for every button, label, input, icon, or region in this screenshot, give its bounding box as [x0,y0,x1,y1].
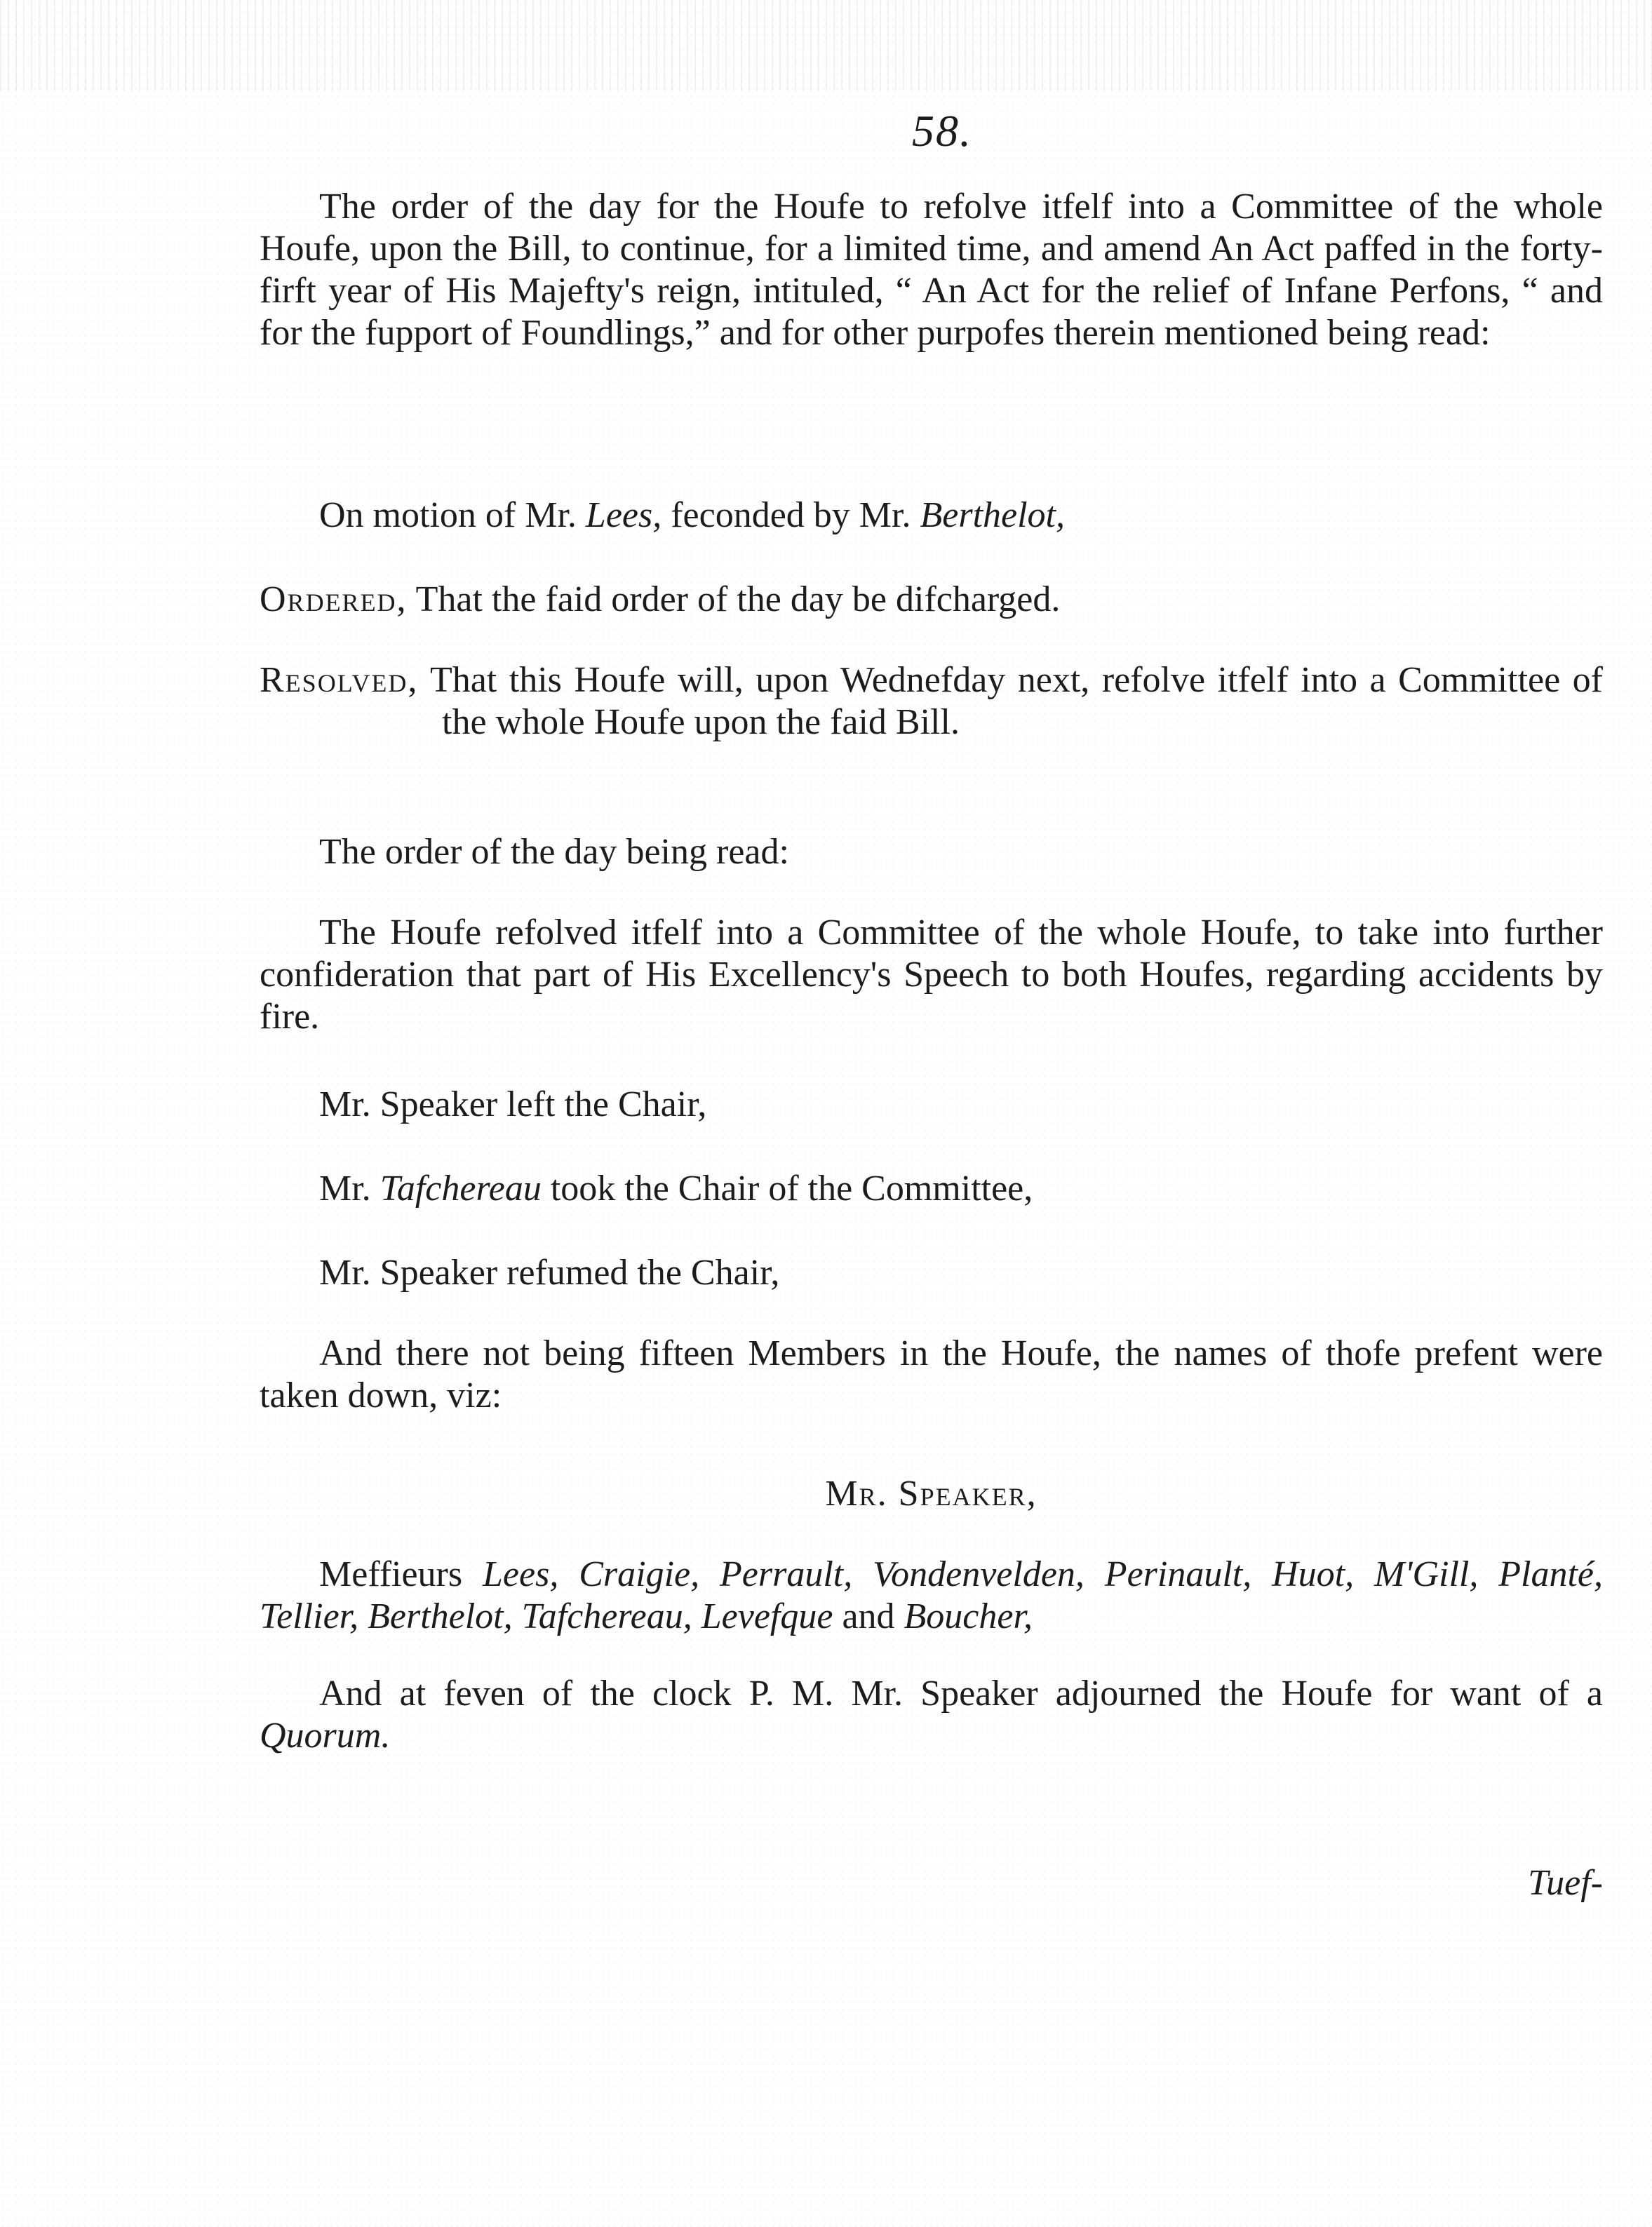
paragraph-text: The Houfe refolved itfelf into a Committee of the whole Houfe, to take into further confideration that part of His Excellency's Speech to both Houfes, regarding accidents by fire. [260,913,1603,1037]
mover-name: Lees, [585,495,662,535]
chair-prefix: Mr. [319,1169,371,1209]
paragraph-order-of-day-1 [260,186,1603,354]
members-conjunction: and [842,1596,895,1636]
paragraph-text: The order of the day being read: [319,832,789,872]
paragraph-text: And there not being fifteen Members in the Houfe, the names of thofe prefent were taken down, viz: [260,1333,1603,1415]
resolved-text: That this Houfe will, upon Wednefday next, refolve itfelf into a Committee of the whole Houfe upon the faid Bill. [429,660,1604,742]
chair-suffix: took the Chair of the Committee, [550,1169,1033,1209]
paragraph-speaker-resumed [260,1252,1603,1294]
motion-middle: feconded by Mr. [671,495,911,535]
motion-prefix: On motion of Mr. [319,495,577,535]
members-names-1: Lees, Craigie, Perrault, Vondenvelden, Perinault, Huot, M'Gill, Planté, Tellier, Berthelot, Tafchereau, Levefque [260,1554,1603,1636]
speaker-heading-text: Mr. Speaker, [825,1474,1037,1514]
paragraph-speaker-left [260,1084,1603,1126]
paragraph-motion [260,494,1603,537]
catchword [260,1862,1603,1904]
paragraph-committee [260,912,1603,1038]
paragraph-ordered [260,579,1603,621]
page-number: 58. [912,106,972,156]
paragraph-resolved [260,659,1603,744]
seconder-name: Berthelot, [920,495,1065,535]
adjourned-text: And at feven of the clock P. M. Mr. Speaker adjourned the Houfe for want of a [319,1674,1603,1714]
paragraph-adjourned [260,1673,1603,1757]
paragraph-members [260,1554,1603,1638]
ordered-text: That the faid order of the day be difcharged. [415,579,1061,619]
quorum-word: Quorum. [260,1716,391,1756]
paragraph-order-of-day-2 [260,831,1603,873]
members-names-2: Boucher, [904,1596,1033,1636]
ordered-label: Ordered, [260,579,408,619]
members-prefix: Meffieurs [319,1554,463,1594]
resolved-label: Resolved, [260,660,419,700]
paragraph-chair-taken [260,1168,1603,1210]
scan-artifact-band [0,0,1652,91]
catchword-text: Tuef- [1528,1863,1603,1903]
speaker-heading [260,1473,1603,1515]
paragraph-text: Mr. Speaker left the Chair, [319,1084,707,1124]
chairman-name: Tafchereau [380,1169,542,1209]
paragraph-no-quorum [260,1333,1603,1417]
paragraph-text: The order of the day for the Houfe to refolve itfelf into a Committee of the whole Houfe, upon the Bill, to continue, for a limited time, and amend An Act paffed in the forty-firft year of His Majefty's reign, intituled, “ An Act for the relief of Infane Perfons, “ and for the fupport of Foundlings,” and for other purpofes therein mentioned being read: [260,187,1603,353]
paragraph-text: Mr. Speaker refumed the Chair, [319,1253,780,1293]
